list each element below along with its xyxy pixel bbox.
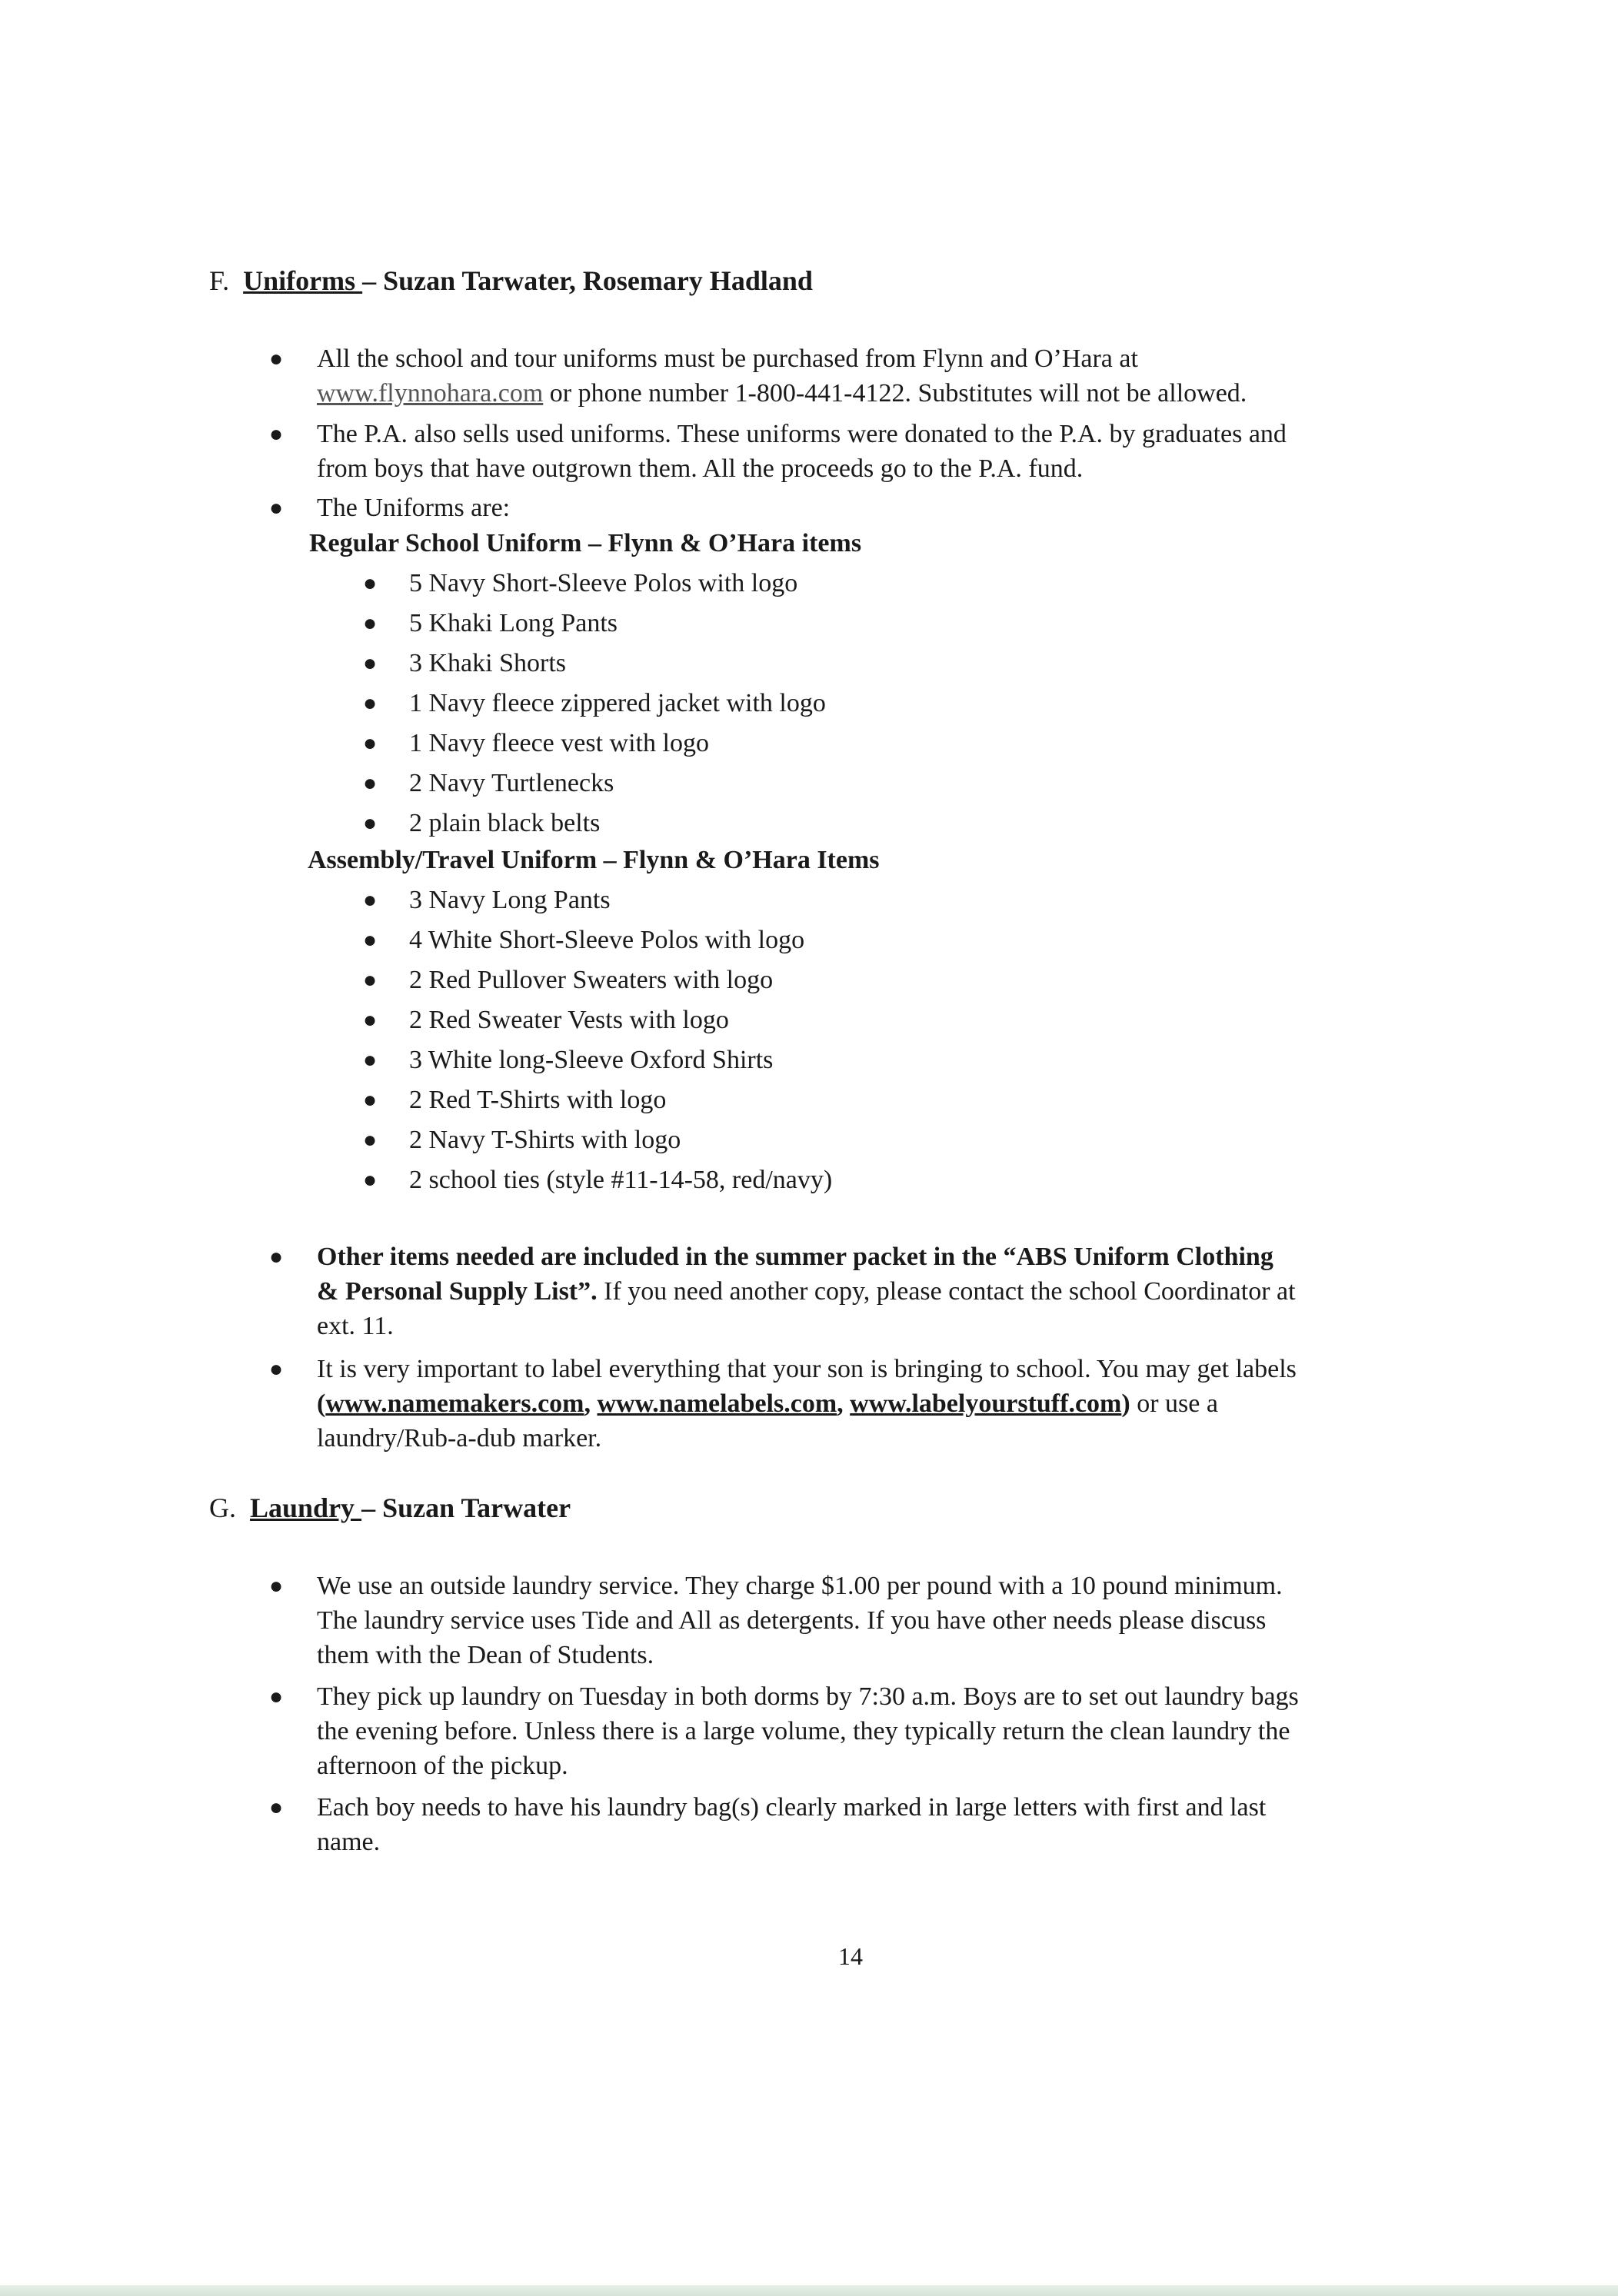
section-f-letter: F. [209,265,230,296]
regular-uniform-item [363,806,601,840]
laundry-bullet-service [269,1569,1283,1672]
labelyourstuff-link[interactable]: www.labelyourstuff.com [850,1389,1122,1418]
bullet-line: All the school and tour uniforms must be purchased from Flynn and O’Hara at [317,344,1138,373]
item-text: 2 Navy Turtlenecks [409,769,614,797]
item-text: 1 Navy fleece zippered jacket with logo [409,689,826,717]
bullet-icon: ● [363,651,378,676]
assembly-uniform-item [363,1163,833,1197]
bullet-icon: ● [363,730,378,756]
bullet-icon: ● [269,1795,284,1820]
bullet-line: It is very important to label everything that your son is bringing to school. You may get labels [317,1355,1297,1383]
bullet-line: Each boy needs to have his laundry bag(s) clearly marked in large letters with first and last [317,1793,1267,1822]
uniform-bullet-used [269,417,1287,486]
assembly-uniform-item [363,883,611,917]
assembly-uniform-heading: Assembly/Travel Uniform – Flynn & O’Hara Items [308,846,880,874]
scan-edge [0,2285,1618,2296]
bullet-icon: ● [363,1007,378,1033]
bullet-line: afternoon of the pickup. [317,1752,568,1780]
bullet-icon: ● [269,1244,284,1269]
assembly-uniform-item [363,1043,774,1077]
bullet-line-text: If you need another copy, please contact the school Coordinator at [597,1277,1296,1306]
bullet-line: laundry/Rub-a-dub marker. [317,1424,602,1452]
bullet-line: from boys that have outgrown them. All the proceeds go to the P.A. fund. [317,454,1084,483]
item-text: 5 Navy Short-Sleeve Polos with logo [409,569,798,597]
item-text: 3 Navy Long Pants [409,886,611,914]
link-separator: , [584,1389,598,1418]
section-g-dash: – [361,1492,376,1523]
section-f-title: Uniforms [243,265,363,296]
bullet-icon: ● [363,611,378,636]
regular-uniform-item [363,726,709,760]
regular-uniform-item [363,566,798,601]
bullet-line: We use an outside laundry service. They charge $1.00 per pound with a 10 pound minimum. [317,1572,1283,1600]
section-g-title: Laundry [250,1492,362,1523]
assembly-uniform-item [363,1083,667,1117]
bullet-line: the evening before. Unless there is a large volume, they typically return the clean laundry the [317,1717,1290,1745]
uniform-bullet-list-intro [269,491,511,525]
bullet-line: They pick up laundry on Tuesday in both dorms by 7:30 a.m. Boys are to set out laundry bags [317,1682,1299,1711]
bullet-icon: ● [269,346,284,371]
laundry-bullet-pickup [269,1679,1299,1783]
bullet-icon: ● [363,690,378,716]
bullet-line: The P.A. also sells used uniforms. These uniforms were donated to the P.A. by graduates and [317,420,1287,448]
uniform-bullet-labels [269,1352,1297,1456]
assembly-uniform-item [363,1123,681,1157]
uniform-bullet-other-items [269,1240,1296,1343]
bullet-line [317,1274,1296,1309]
bullet-icon: ● [363,927,378,953]
item-text: 1 Navy fleece vest with logo [409,729,709,757]
bullet-line-text: or phone number 1-800-441-4122. Substitutes will not be allowed. [543,379,1247,408]
bullet-icon: ● [269,495,284,521]
bullet-icon: ● [363,967,378,993]
assembly-uniform-item [363,1003,729,1037]
regular-uniform-item [363,766,614,800]
section-f-people: Suzan Tarwater, Rosemary Hadland [376,265,813,296]
page-number: 14 [838,1942,863,1970]
section-g-letter: G. [209,1492,236,1523]
section-g-heading [209,1490,571,1526]
bullet-line: them with the Dean of Students. [317,1641,654,1669]
item-text: 2 plain black belts [409,809,601,837]
regular-uniform-heading: Regular School Uniform – Flynn & O’Hara items [309,529,862,557]
laundry-bullet-bags [269,1790,1267,1859]
regular-uniform-item [363,686,826,720]
bullet-icon: ● [363,810,378,836]
item-text: 2 Red T-Shirts with logo [409,1086,667,1114]
item-text: 3 Khaki Shorts [409,649,566,677]
item-text: 3 White long-Sleeve Oxford Shirts [409,1046,774,1074]
bullet-icon: ● [269,1356,284,1382]
bullet-icon: ● [363,1047,378,1073]
item-text: 2 Red Pullover Sweaters with logo [409,966,774,994]
bullet-icon: ● [363,887,378,913]
bullet-line: Other items needed are included in the summer packet in the “ABS Uniform Clothing [317,1243,1273,1271]
regular-uniform-item [363,606,618,641]
bullet-icon: ● [269,1573,284,1599]
bullet-icon: ● [363,1087,378,1113]
bullet-line [317,376,1247,411]
bullet-icon: ● [363,1167,378,1193]
namelabels-link[interactable]: www.namelabels.com [597,1389,837,1418]
namemakers-link[interactable]: www.namemakers.com [325,1389,584,1418]
link-separator: , [837,1389,851,1418]
section-f-dash: – [362,265,377,296]
item-text: 4 White Short-Sleeve Polos with logo [409,926,805,954]
paren-open: ( [317,1389,326,1418]
bullet-line: The Uniforms are: [317,494,511,522]
bullet-icon: ● [363,571,378,596]
item-text: 2 Navy T-Shirts with logo [409,1126,681,1154]
paren-close: ) [1121,1389,1130,1418]
uniform-bullet-purchase [269,341,1247,411]
bullet-icon: ● [269,421,284,447]
bullet-line: ext. 11. [317,1312,394,1340]
bullet-line: name. [317,1828,381,1856]
assembly-uniform-item [363,963,774,997]
bullet-line-text: or use a [1130,1389,1218,1418]
bullet-icon: ● [269,1684,284,1709]
bullet-icon: ● [363,1127,378,1153]
item-text: 2 Red Sweater Vests with logo [409,1006,729,1034]
bullet-line [317,1386,1297,1421]
item-text: 5 Khaki Long Pants [409,609,618,637]
regular-uniform-item [363,646,566,680]
bullet-line: The laundry service uses Tide and All as detergents. If you have other needs please discuss [317,1606,1267,1635]
flynnohara-link[interactable]: www.flynnohara.com [317,379,544,408]
item-text: 2 school ties (style #11-14-58, red/navy) [409,1166,833,1194]
section-f-heading [209,263,813,298]
section-g-people: Suzan Tarwater [375,1492,571,1523]
bullet-line-bold: & Personal Supply List”. [317,1277,598,1306]
bullet-icon: ● [363,770,378,796]
assembly-uniform-item [363,923,805,957]
